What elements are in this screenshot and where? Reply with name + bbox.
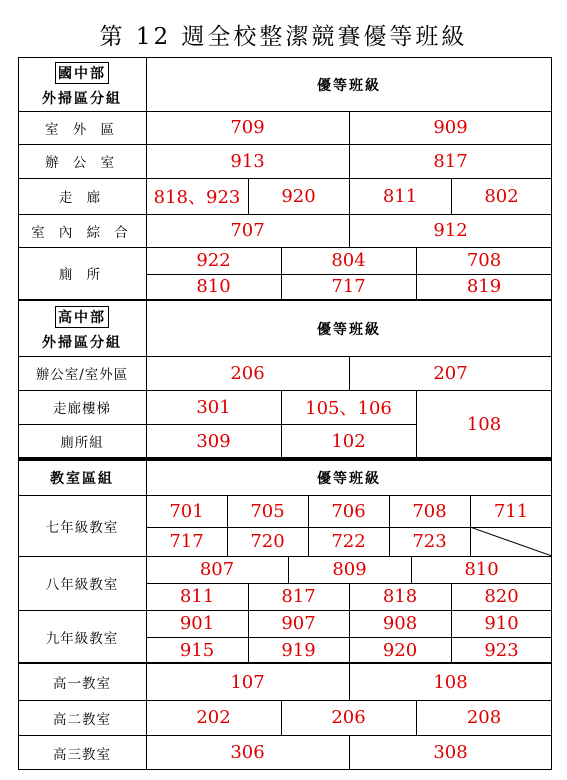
row-label-restroom: 廁 所 bbox=[58, 267, 106, 283]
class-number: 817 bbox=[281, 586, 316, 607]
row-label-outdoor: 室 外 區 bbox=[44, 121, 120, 138]
class-number: 913 bbox=[230, 150, 265, 172]
class-number: 919 bbox=[281, 639, 316, 661]
class-number: 819 bbox=[466, 276, 502, 297]
row-label-office-outdoor: 辦公室/室外區 bbox=[35, 367, 129, 383]
class-number: 810 bbox=[196, 276, 231, 297]
class-number: 915 bbox=[179, 639, 215, 661]
row-label-senior2: 高二教室 bbox=[53, 711, 111, 728]
classroom-header: 優等班級 bbox=[317, 471, 381, 487]
empty-cell-diagonal bbox=[470, 527, 552, 556]
class-number-merged: 108 bbox=[466, 413, 502, 435]
class-number: 912 bbox=[433, 220, 468, 241]
class-number: 820 bbox=[484, 586, 519, 607]
class-number: 817 bbox=[433, 150, 468, 172]
class-number: 701 bbox=[169, 500, 204, 522]
page-title: 第 12 週全校整潔競賽優等班級 bbox=[99, 24, 468, 50]
classroom-group-label: 教室區組 bbox=[50, 471, 114, 487]
senior-header: 優等班級 bbox=[317, 321, 381, 338]
junior-division-label: 國中部 bbox=[18, 62, 146, 84]
class-number: 717 bbox=[169, 531, 204, 552]
class-number: 920 bbox=[382, 639, 418, 661]
class-number: 709 bbox=[230, 117, 265, 138]
class-number: 802 bbox=[484, 185, 519, 207]
row-label-corridor: 走 廊 bbox=[58, 190, 106, 206]
class-number: 901 bbox=[179, 613, 215, 634]
class-number: 818 bbox=[382, 586, 418, 607]
class-number: 108 bbox=[433, 671, 468, 693]
class-number: 711 bbox=[493, 500, 529, 522]
class-number: 920 bbox=[281, 185, 316, 207]
class-number: 809 bbox=[332, 559, 367, 580]
class-number: 909 bbox=[433, 117, 468, 138]
class-number: 717 bbox=[331, 276, 366, 297]
class-number: 811 bbox=[382, 185, 418, 207]
row-label-restroom-group: 廁所組 bbox=[60, 435, 104, 451]
class-number: 105、106 bbox=[305, 398, 392, 419]
junior-header: 優等班級 bbox=[317, 77, 381, 94]
class-number: 308 bbox=[433, 742, 468, 763]
class-number: 708 bbox=[466, 250, 502, 271]
class-number: 707 bbox=[230, 220, 265, 241]
row-label-grade9: 九年級教室 bbox=[45, 630, 119, 647]
row-label-grade8: 八年級教室 bbox=[45, 577, 119, 593]
class-number: 720 bbox=[250, 531, 285, 552]
class-number: 923 bbox=[484, 639, 519, 661]
class-number: 207 bbox=[433, 362, 468, 384]
class-number: 208 bbox=[466, 707, 502, 728]
class-number: 807 bbox=[199, 559, 235, 580]
senior-division-label: 高中部 bbox=[18, 306, 146, 328]
class-number: 206 bbox=[331, 707, 366, 728]
class-number: 306 bbox=[230, 742, 265, 763]
class-number: 301 bbox=[196, 396, 231, 418]
class-number: 723 bbox=[412, 531, 447, 552]
row-label-indoor: 室 內 綜 合 bbox=[31, 224, 133, 241]
class-number: 922 bbox=[196, 250, 231, 271]
class-number: 722 bbox=[331, 531, 366, 552]
class-number: 907 bbox=[281, 613, 316, 634]
class-number: 202 bbox=[196, 707, 231, 728]
class-number: 705 bbox=[250, 500, 285, 522]
row-label-grade7: 七年級教室 bbox=[45, 519, 119, 536]
class-number: 910 bbox=[484, 613, 519, 634]
class-number: 811 bbox=[179, 586, 215, 607]
row-label-senior1: 高一教室 bbox=[53, 676, 111, 692]
class-number: 708 bbox=[412, 500, 447, 522]
row-label-office: 辦 公 室 bbox=[44, 155, 120, 171]
class-number: 908 bbox=[382, 613, 418, 634]
class-number: 102 bbox=[331, 430, 366, 452]
senior-group-label: 外掃區分組 bbox=[42, 335, 122, 351]
row-label-senior3: 高三教室 bbox=[53, 746, 111, 763]
class-number: 309 bbox=[196, 430, 231, 452]
class-number: 107 bbox=[230, 671, 265, 693]
class-number: 206 bbox=[230, 362, 265, 384]
junior-group-label: 外掃區分組 bbox=[42, 91, 122, 107]
class-number: 818、923 bbox=[153, 187, 241, 208]
class-number: 810 bbox=[464, 559, 499, 580]
class-number: 804 bbox=[331, 250, 366, 271]
class-number: 706 bbox=[331, 500, 366, 522]
row-label-corridor-stairs: 走廊樓梯 bbox=[53, 401, 111, 417]
